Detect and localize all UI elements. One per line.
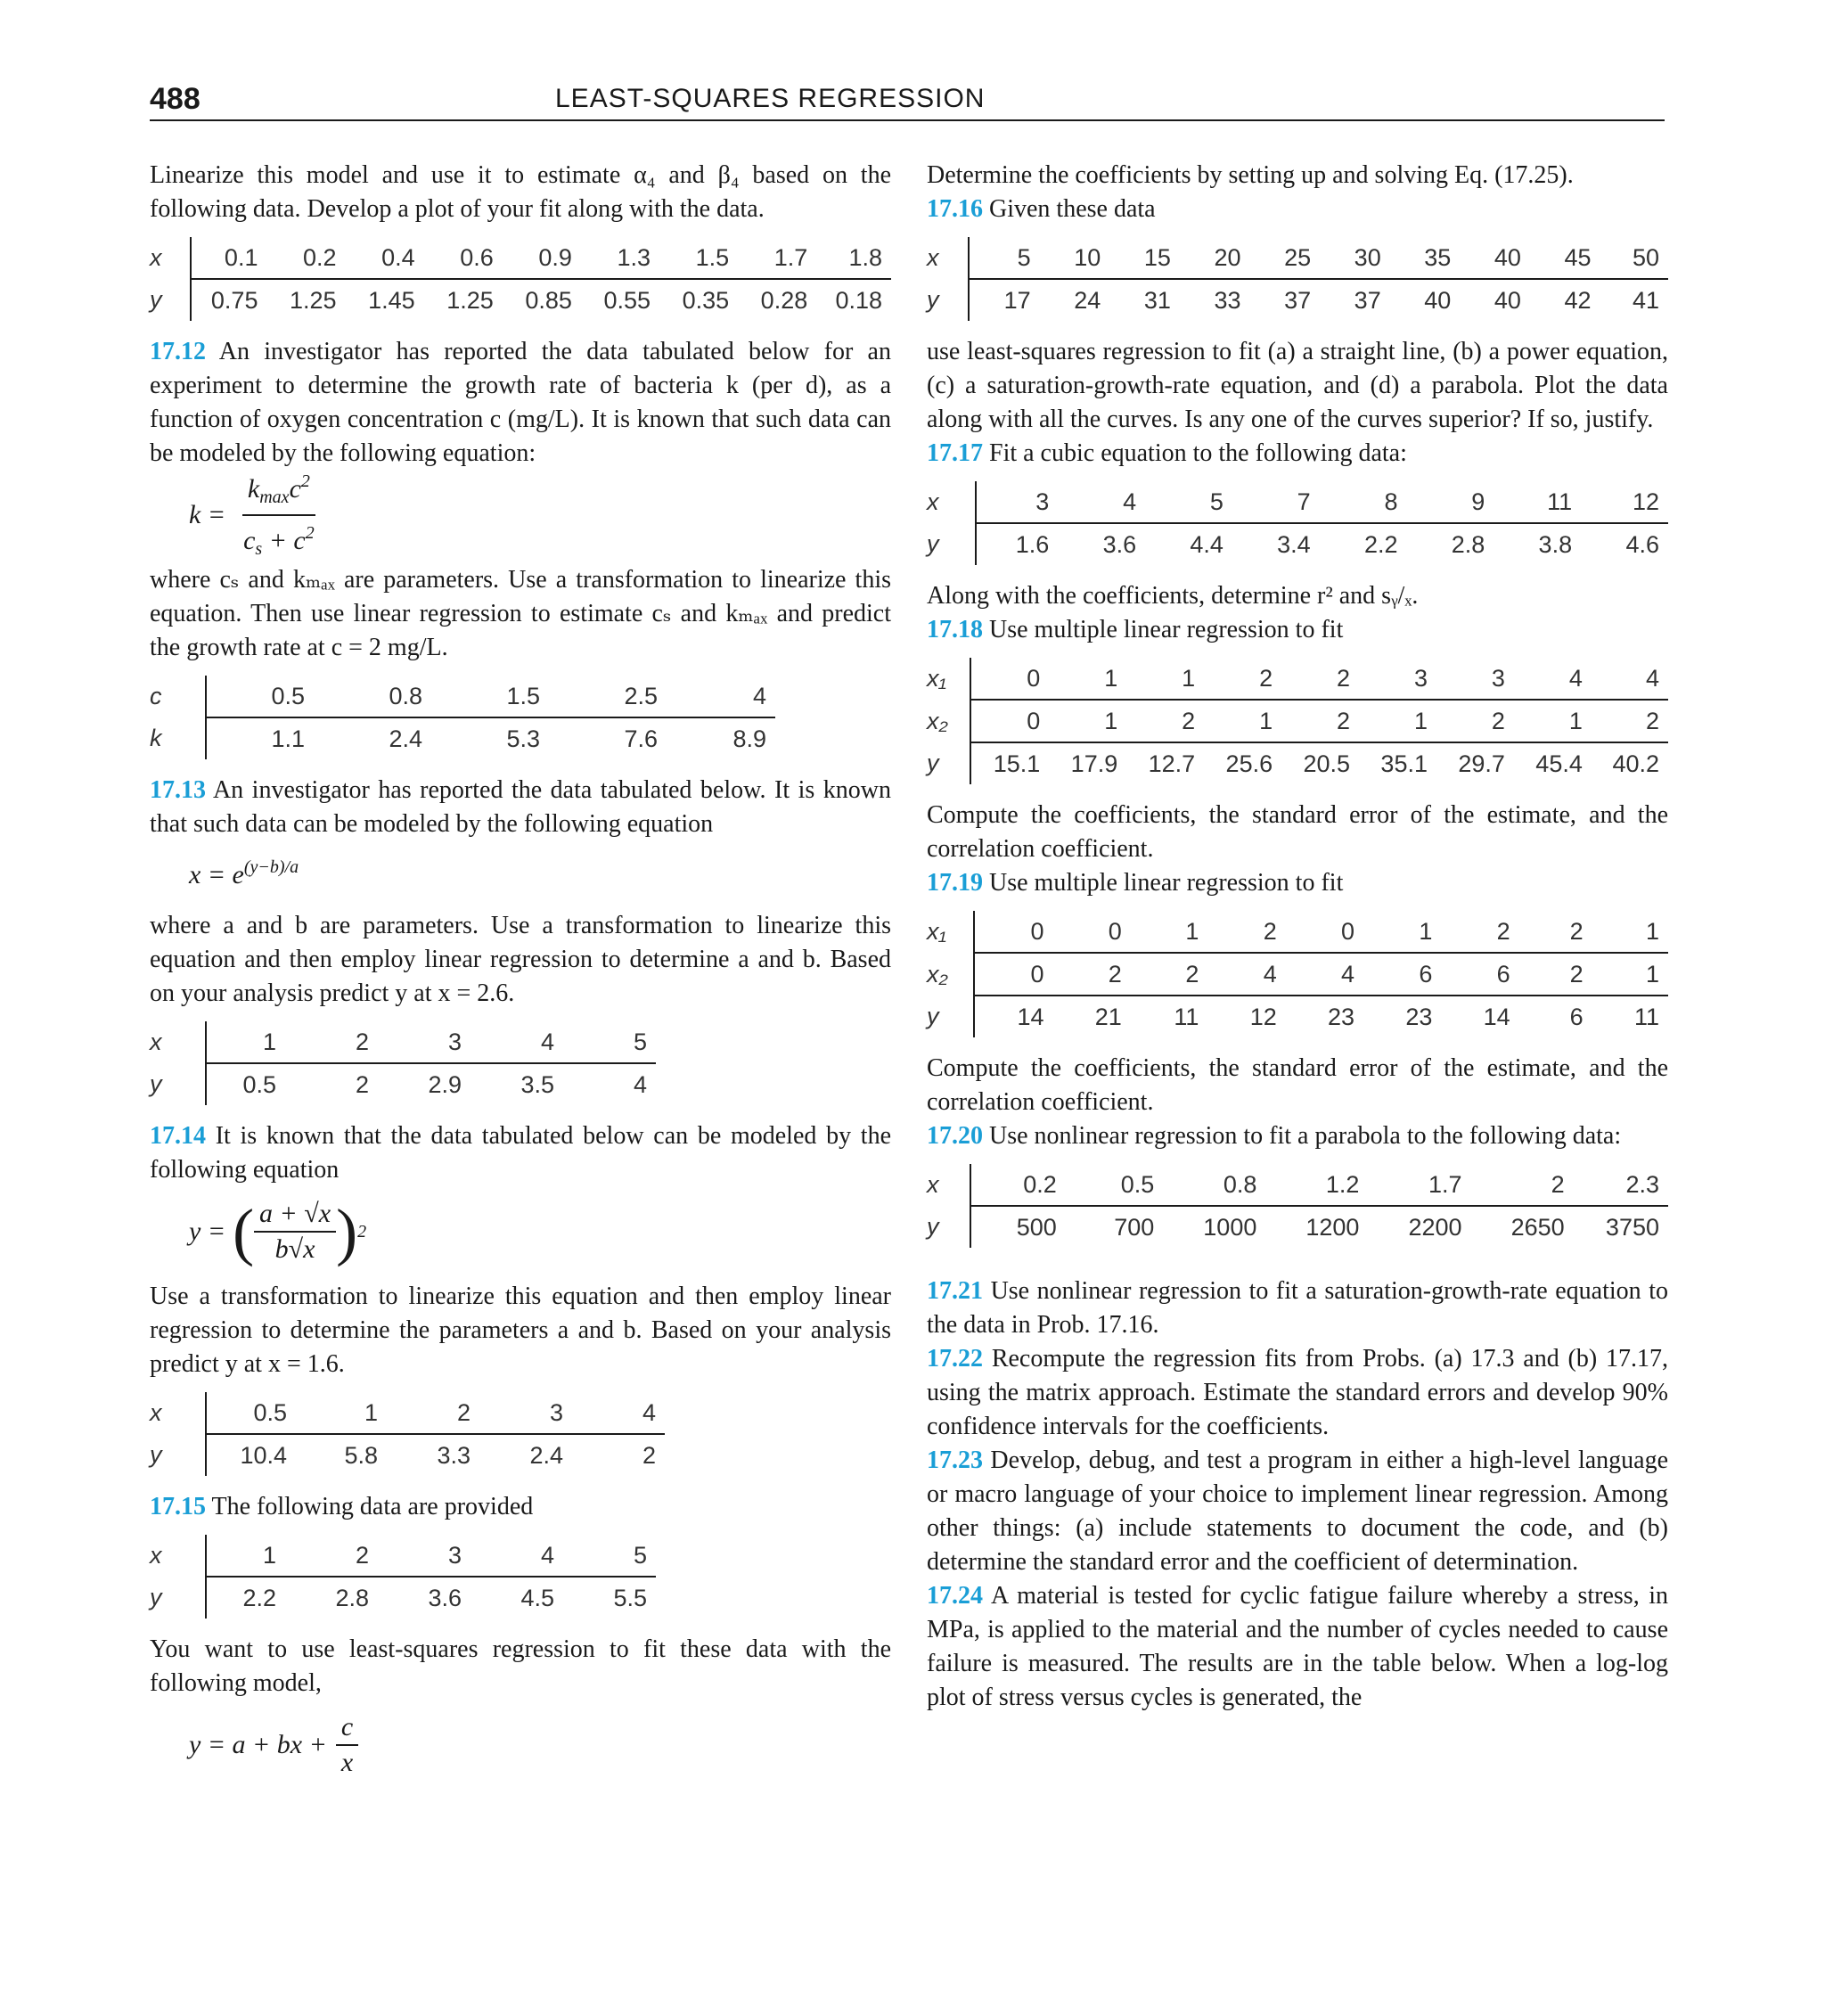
table-cell: 5 bbox=[969, 237, 1040, 279]
problem-17-14-after: Use a transformation to linearize this equation and then employ linear regression to determine the parameters a and b. Based on your analysis predict y at x = 1.6. bbox=[150, 1283, 891, 1378]
data-table-17-13 bbox=[150, 1021, 656, 1105]
problem-17-22 bbox=[927, 1342, 1668, 1444]
table-row bbox=[927, 658, 1668, 700]
table-cell: 0 bbox=[1286, 911, 1363, 953]
table-cell: 3.3 bbox=[437, 1441, 471, 1469]
table-cell: 3 bbox=[479, 1392, 572, 1434]
table-cell: 2.8 bbox=[335, 1584, 369, 1611]
table-cell: 37 bbox=[1284, 286, 1312, 314]
table-cell: 15 bbox=[1109, 237, 1180, 279]
table-cell: 3.5 bbox=[520, 1070, 554, 1098]
table-cell: 0.1 bbox=[191, 237, 267, 279]
problem-number: 17.23 bbox=[927, 1446, 983, 1474]
table-cell: 3 bbox=[1436, 658, 1514, 700]
page-number: 488 bbox=[150, 82, 201, 116]
problem-number: 17.15 bbox=[150, 1493, 206, 1520]
problem-number: 17.17 bbox=[927, 439, 983, 467]
table-cell: 17 bbox=[1003, 286, 1031, 314]
row-label: k bbox=[150, 717, 206, 759]
table-cell: 1.2 bbox=[1265, 1164, 1368, 1206]
table-cell: 500 bbox=[1016, 1213, 1057, 1241]
problem-17-12-after: where cₛ and kₘₐₓ are parameters. Use a transformation to linearize this equation. Then use linear regression to estimate cₛ and kₘₐₓ and predict the growth rate at c = 2 mg/L. bbox=[150, 566, 891, 661]
table-cell: 3 bbox=[378, 1021, 471, 1063]
problem-number: 17.12 bbox=[150, 338, 206, 365]
table-cell: 2.2 bbox=[242, 1584, 276, 1611]
table-cell: 1 bbox=[296, 1392, 387, 1434]
table-cell: 1 bbox=[1126, 658, 1204, 700]
table-cell: 0 bbox=[974, 911, 1052, 953]
problem-text: Recompute the regression fits from Probs. (a) 17.3 and (b) 17.17, using the matrix approach. Estimate the standard errors and develop 90% confidence intervals for the coefficients. bbox=[927, 1345, 1669, 1440]
problem-number: 17.19 bbox=[927, 869, 983, 897]
table-cell: 4 bbox=[1592, 658, 1668, 700]
table-cell: 0.35 bbox=[682, 286, 730, 314]
table-cell: 0.18 bbox=[835, 286, 882, 314]
table-cell: 14 bbox=[1017, 1003, 1044, 1030]
data-table-17-12 bbox=[150, 676, 775, 759]
equation-17-15: y = a + bx + $\frac{c}{x}$ bbox=[189, 1706, 891, 1784]
problem-text: The following data are provided bbox=[211, 1493, 534, 1520]
table-cell: 0.5 bbox=[1066, 1164, 1163, 1206]
table-cell: 6 bbox=[1569, 1003, 1584, 1030]
table-cell: 9 bbox=[1407, 481, 1494, 523]
equation-17-13: $x = e^{(y-b)/a}$ bbox=[189, 856, 299, 889]
problem-text: A material is tested for cyclic fatigue failure whereby a stress, in MPa, is applied to the material and the number of cycles needed to cause failure is measured. The results are in the table below. When a log-log plot of stress versus cycles is generated, the bbox=[927, 1582, 1668, 1711]
table-cell: 4.5 bbox=[520, 1584, 554, 1611]
table-cell: 35.1 bbox=[1380, 750, 1428, 777]
table-cell: 2.8 bbox=[1451, 530, 1485, 558]
row-label: y bbox=[927, 742, 970, 784]
table-cell: 0.8 bbox=[314, 676, 431, 717]
table-row bbox=[927, 911, 1668, 953]
table-cell: 4 bbox=[572, 1392, 665, 1434]
problem-17-17-after: Along with the coefficients, determine r² and sᵧ/ₓ. bbox=[927, 582, 1419, 610]
table-cell: 50 bbox=[1600, 237, 1668, 279]
table-cell: 2 bbox=[1592, 700, 1668, 742]
table-cell: 0.4 bbox=[346, 237, 424, 279]
problem-number: 17.16 bbox=[927, 195, 983, 223]
table-cell: 8 bbox=[1320, 481, 1407, 523]
table-row bbox=[150, 676, 775, 717]
table-cell: 1.1 bbox=[271, 725, 305, 752]
table-cell: 2 bbox=[1131, 953, 1208, 996]
table-row bbox=[150, 1535, 656, 1577]
row-label: y bbox=[927, 523, 976, 565]
table-cell: 11 bbox=[1633, 1003, 1659, 1030]
problem-number: 17.20 bbox=[927, 1122, 983, 1150]
table-cell: 2 bbox=[1441, 911, 1518, 953]
table-cell: 5.5 bbox=[613, 1584, 647, 1611]
row-label: y bbox=[150, 1434, 206, 1476]
table-cell: 4 bbox=[1514, 658, 1592, 700]
table-cell: 40 bbox=[1424, 286, 1452, 314]
table-cell: 24 bbox=[1074, 286, 1101, 314]
problem-17-16 bbox=[927, 193, 1668, 226]
table-cell: 5.8 bbox=[344, 1441, 378, 1469]
table-cell: 2 bbox=[1207, 911, 1285, 953]
table-cell: 3.4 bbox=[1277, 530, 1311, 558]
table-cell: 1.5 bbox=[431, 676, 549, 717]
problem-17-17 bbox=[927, 437, 1668, 471]
table-cell: 2 bbox=[387, 1392, 479, 1434]
problem-17-15-after: You want to use least-squares regression to fit these data with the following model, bbox=[150, 1635, 891, 1697]
table-cell: 4.4 bbox=[1190, 530, 1223, 558]
table-cell: 0 bbox=[1053, 911, 1131, 953]
table-cell: 2 bbox=[642, 1441, 656, 1469]
table-cell: 0.5 bbox=[242, 1070, 276, 1098]
table-cell: 2200 bbox=[1408, 1213, 1462, 1241]
table-cell: 3.6 bbox=[1102, 530, 1137, 558]
table-row bbox=[927, 953, 1668, 996]
table-cell: 0.85 bbox=[525, 286, 572, 314]
table-cell: 1 bbox=[1131, 911, 1208, 953]
table-row bbox=[150, 279, 891, 321]
table-cell: 10.4 bbox=[240, 1441, 287, 1469]
table-cell: 2 bbox=[1519, 953, 1592, 996]
table-cell: 2.2 bbox=[1363, 530, 1398, 558]
problem-number: 17.21 bbox=[927, 1277, 983, 1305]
table-cell: 2.4 bbox=[389, 725, 422, 752]
table-cell: 0 bbox=[970, 658, 1049, 700]
table-cell: 0.8 bbox=[1163, 1164, 1265, 1206]
table-cell: 0.55 bbox=[603, 286, 651, 314]
table-row bbox=[927, 996, 1668, 1037]
row-label: y bbox=[927, 996, 974, 1037]
problem-17-12 bbox=[150, 335, 891, 471]
problem-17-18-after: Compute the coefficients, the standard error of the estimate, and the correlation coefficient. bbox=[927, 801, 1668, 863]
data-table-17-17 bbox=[927, 481, 1668, 565]
problem-number: 17.14 bbox=[150, 1122, 206, 1150]
problem-text: Fit a cubic equation to the following data: bbox=[989, 439, 1407, 467]
table-cell: 0 bbox=[970, 700, 1049, 742]
row-label: x₁ bbox=[927, 911, 974, 953]
problem-text: Use multiple linear regression to fit bbox=[989, 869, 1344, 897]
table-cell: 45 bbox=[1530, 237, 1600, 279]
table-cell: 3.6 bbox=[428, 1584, 462, 1611]
table-cell: 0.9 bbox=[503, 237, 581, 279]
problem-17-16-after: use least-squares regression to fit (a) a straight line, (b) a power equation, (c) a saturation-growth-rate equation, and (d) a parabola. Plot the data along with all the curves. Is any one of the curves superior? If so, justify. bbox=[927, 338, 1668, 433]
equation-17-14: y = ( $\frac{a + √x}{b√x}$ ) 2 bbox=[189, 1195, 367, 1267]
table-cell: 2.9 bbox=[428, 1070, 462, 1098]
problem-text: Develop, debug, and test a program in either a high-level language or macro language of your choice to implement linear regression. Among other things: (a) include statements to document the code, and (b) determine the standard error and the coefficient of determination. bbox=[927, 1446, 1669, 1576]
table-cell: 1 bbox=[1363, 911, 1441, 953]
table-cell: 1 bbox=[1359, 700, 1436, 742]
row-label: x₂ bbox=[927, 700, 970, 742]
problem-17-14 bbox=[150, 1119, 891, 1187]
table-cell: 2 bbox=[355, 1070, 369, 1098]
table-cell: 25.6 bbox=[1225, 750, 1273, 777]
table-cell: 37 bbox=[1354, 286, 1381, 314]
row-label: x bbox=[927, 237, 969, 279]
table-cell: 12 bbox=[1581, 481, 1668, 523]
table-cell: 1000 bbox=[1203, 1213, 1257, 1241]
problem-number: 17.22 bbox=[927, 1345, 983, 1373]
table-cell: 20 bbox=[1180, 237, 1250, 279]
row-label: x bbox=[150, 237, 191, 279]
table-cell: 1.6 bbox=[1015, 530, 1050, 558]
table-cell: 2 bbox=[1126, 700, 1204, 742]
table-cell: 11 bbox=[1174, 1003, 1199, 1030]
table-row bbox=[927, 279, 1668, 321]
table-cell: 2.4 bbox=[529, 1441, 563, 1469]
table-cell: 40.2 bbox=[1612, 750, 1659, 777]
table-cell: 1.7 bbox=[1368, 1164, 1470, 1206]
table-row bbox=[927, 700, 1668, 742]
table-cell: 1 bbox=[1204, 700, 1281, 742]
left-column bbox=[150, 159, 891, 1793]
table-row bbox=[927, 1206, 1668, 1248]
table-cell: 1 bbox=[206, 1021, 285, 1063]
table-row bbox=[150, 1434, 665, 1476]
table-cell: 1.8 bbox=[816, 237, 891, 279]
row-label: y bbox=[927, 279, 969, 321]
problem-text: Use nonlinear regression to fit a parabola to the following data: bbox=[989, 1122, 1622, 1150]
row-label: y bbox=[927, 1206, 970, 1248]
table-cell: 4 bbox=[1207, 953, 1285, 996]
table-cell: 3 bbox=[976, 481, 1058, 523]
problem-17-20 bbox=[927, 1119, 1668, 1153]
table-cell: 2 bbox=[1204, 658, 1281, 700]
table-cell: 31 bbox=[1143, 286, 1171, 314]
data-table-intro bbox=[150, 237, 891, 321]
table-cell: 33 bbox=[1214, 286, 1241, 314]
problem-text: An investigator has reported the data tabulated below for an experiment to determine the growth rate of bacteria k (per d), as a function of oxygen concentration c (mg/L). It is known that such data can be modeled by the following equation: bbox=[150, 338, 891, 467]
row-label: y bbox=[150, 279, 191, 321]
table-cell: 5 bbox=[1145, 481, 1232, 523]
table-cell: 2 bbox=[1053, 953, 1131, 996]
table-cell: 5 bbox=[563, 1535, 656, 1577]
table-cell: 1.25 bbox=[446, 286, 494, 314]
table-cell: 5 bbox=[563, 1021, 656, 1063]
table-cell: 45.4 bbox=[1535, 750, 1583, 777]
problem-17-13-after: where a and b are parameters. Use a transformation to linearize this equation and then employ linear regression to determine a and b. Based on your analysis predict y at x = 2.6. bbox=[150, 912, 891, 1007]
problem-number: 17.13 bbox=[150, 776, 206, 804]
table-cell: 1 bbox=[1592, 953, 1668, 996]
table-cell: 35 bbox=[1390, 237, 1461, 279]
problem-17-21 bbox=[927, 1274, 1668, 1342]
table-cell: 30 bbox=[1320, 237, 1390, 279]
problem-17-23 bbox=[927, 1444, 1668, 1579]
table-row bbox=[150, 1577, 656, 1619]
table-cell: 2.3 bbox=[1574, 1164, 1668, 1206]
table-cell: 12.7 bbox=[1148, 750, 1196, 777]
table-cell: 0.2 bbox=[970, 1164, 1066, 1206]
table-cell: 0.5 bbox=[206, 676, 314, 717]
table-cell: 0.5 bbox=[206, 1392, 296, 1434]
data-table-17-18 bbox=[927, 658, 1668, 784]
table-row bbox=[150, 237, 891, 279]
right-intro-paragraph: Determine the coefficients by setting up and solving Eq. (17.25). bbox=[927, 161, 1574, 189]
problem-17-13 bbox=[150, 774, 891, 841]
data-table-17-15 bbox=[150, 1535, 656, 1619]
table-cell: 1 bbox=[1049, 658, 1126, 700]
right-column bbox=[927, 159, 1668, 1715]
table-row bbox=[927, 481, 1668, 523]
table-cell: 23 bbox=[1328, 1003, 1355, 1030]
table-cell: 4.6 bbox=[1625, 530, 1659, 558]
table-cell: 7 bbox=[1232, 481, 1320, 523]
table-row bbox=[150, 717, 775, 759]
table-cell: 4 bbox=[667, 676, 775, 717]
data-table-17-19 bbox=[927, 911, 1668, 1037]
table-cell: 14 bbox=[1483, 1003, 1510, 1030]
table-cell: 2 bbox=[1519, 911, 1592, 953]
table-cell: 0 bbox=[974, 953, 1052, 996]
table-cell: 3 bbox=[378, 1535, 471, 1577]
table-cell: 3.8 bbox=[1538, 530, 1573, 558]
intro-paragraph: Linearize this model and use it to estimate α₄ and β₄ based on the following data. Develop a plot of your fit along with the data. bbox=[150, 161, 891, 223]
table-cell: 5.3 bbox=[506, 725, 540, 752]
row-label: x bbox=[150, 1392, 206, 1434]
row-label: x₁ bbox=[927, 658, 970, 700]
table-cell: 21 bbox=[1094, 1003, 1122, 1030]
problem-17-19 bbox=[927, 866, 1668, 900]
table-row bbox=[927, 237, 1668, 279]
table-cell: 2 bbox=[1436, 700, 1514, 742]
table-cell: 1.7 bbox=[738, 237, 816, 279]
problem-text: It is known that the data tabulated below can be modeled by the following equation bbox=[150, 1122, 892, 1184]
page-header bbox=[150, 82, 1665, 121]
data-table-17-16 bbox=[927, 237, 1668, 321]
table-cell: 3750 bbox=[1605, 1213, 1659, 1241]
table-row bbox=[150, 1392, 665, 1434]
row-label: x bbox=[927, 1164, 970, 1206]
table-cell: 4 bbox=[633, 1070, 647, 1098]
table-row bbox=[927, 1164, 1668, 1206]
table-cell: 1 bbox=[206, 1535, 285, 1577]
table-cell: 4 bbox=[1286, 953, 1363, 996]
problem-17-18 bbox=[927, 613, 1668, 647]
table-cell: 4 bbox=[471, 1021, 563, 1063]
table-cell: 25 bbox=[1250, 237, 1321, 279]
table-cell: 11 bbox=[1494, 481, 1581, 523]
problem-text: Use nonlinear regression to fit a saturation-growth-rate equation to the data in Prob. 17.16. bbox=[927, 1277, 1668, 1339]
table-cell: 2650 bbox=[1510, 1213, 1565, 1241]
table-cell: 0.28 bbox=[760, 286, 808, 314]
table-cell: 2 bbox=[1281, 700, 1359, 742]
table-cell: 1.3 bbox=[581, 237, 659, 279]
data-table-17-14 bbox=[150, 1392, 665, 1476]
table-cell: 10 bbox=[1040, 237, 1110, 279]
row-label: c bbox=[150, 676, 206, 717]
table-cell: 8.9 bbox=[732, 725, 766, 752]
problem-number: 17.24 bbox=[927, 1582, 983, 1610]
table-cell: 0.6 bbox=[424, 237, 503, 279]
table-cell: 0.2 bbox=[266, 237, 345, 279]
row-label: x bbox=[927, 481, 976, 523]
row-label: x bbox=[150, 1021, 206, 1063]
table-cell: 20.5 bbox=[1303, 750, 1351, 777]
table-cell: 4 bbox=[471, 1535, 563, 1577]
table-cell: 6 bbox=[1363, 953, 1441, 996]
table-cell: 1200 bbox=[1305, 1213, 1360, 1241]
data-table-17-20 bbox=[927, 1164, 1668, 1248]
table-cell: 40 bbox=[1460, 237, 1530, 279]
table-row bbox=[927, 742, 1668, 784]
table-cell: 40 bbox=[1494, 286, 1521, 314]
problem-text: Use multiple linear regression to fit bbox=[989, 616, 1344, 643]
table-row bbox=[150, 1021, 656, 1063]
problem-17-19-after: Compute the coefficients, the standard error of the estimate, and the correlation coefficient. bbox=[927, 1054, 1668, 1116]
table-row bbox=[150, 1063, 656, 1105]
problem-text: Given these data bbox=[989, 195, 1156, 223]
row-label: y bbox=[150, 1063, 206, 1105]
table-cell: 2 bbox=[285, 1535, 378, 1577]
table-cell: 4 bbox=[1058, 481, 1145, 523]
table-cell: 2 bbox=[285, 1021, 378, 1063]
problem-number: 17.18 bbox=[927, 616, 983, 643]
row-label: x₂ bbox=[927, 953, 974, 996]
row-label: x bbox=[150, 1535, 206, 1577]
problem-17-24 bbox=[927, 1579, 1668, 1715]
table-cell: 2 bbox=[1471, 1164, 1574, 1206]
table-cell: 1.45 bbox=[368, 286, 415, 314]
table-cell: 7.6 bbox=[624, 725, 658, 752]
table-cell: 1 bbox=[1592, 911, 1668, 953]
equation-17-12: k = $\frac{k_{max}c^2}{c_s + c^2}$ bbox=[189, 476, 891, 554]
table-cell: 2 bbox=[1281, 658, 1359, 700]
row-label: y bbox=[150, 1577, 206, 1619]
table-cell: 700 bbox=[1114, 1213, 1155, 1241]
table-cell: 1.25 bbox=[290, 286, 337, 314]
table-cell: 42 bbox=[1564, 286, 1592, 314]
table-cell: 0.75 bbox=[210, 286, 258, 314]
table-cell: 1 bbox=[1049, 700, 1126, 742]
table-cell: 15.1 bbox=[993, 750, 1041, 777]
table-cell: 1 bbox=[1514, 700, 1592, 742]
table-cell: 1.5 bbox=[659, 237, 738, 279]
table-row bbox=[927, 523, 1668, 565]
table-cell: 12 bbox=[1249, 1003, 1277, 1030]
running-head: LEAST-SQUARES REGRESSION bbox=[555, 84, 986, 113]
table-cell: 17.9 bbox=[1070, 750, 1118, 777]
table-cell: 23 bbox=[1405, 1003, 1433, 1030]
problem-17-15 bbox=[150, 1490, 891, 1524]
table-cell: 29.7 bbox=[1458, 750, 1505, 777]
table-cell: 2.5 bbox=[549, 676, 667, 717]
table-cell: 3 bbox=[1359, 658, 1436, 700]
table-cell: 6 bbox=[1441, 953, 1518, 996]
problem-text: An investigator has reported the data tabulated below. It is known that such data can be modeled by the following equation bbox=[150, 776, 891, 838]
table-cell: 41 bbox=[1632, 286, 1659, 314]
